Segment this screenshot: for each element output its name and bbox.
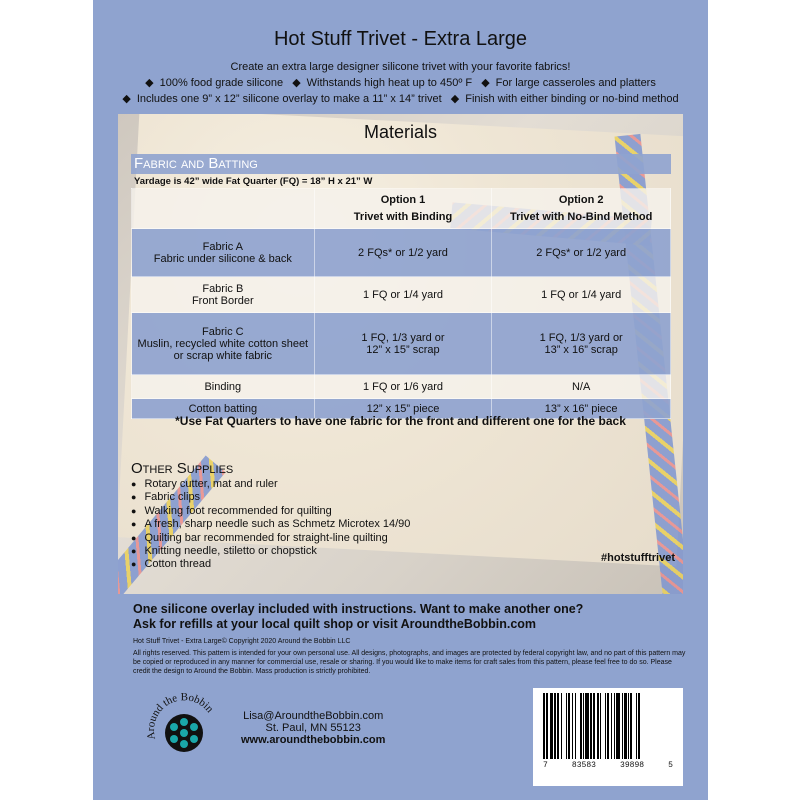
diamond-icon: ◆: [145, 77, 154, 89]
row-name: Fabric C: [202, 325, 244, 338]
cell-line: 1 FQ, 1/3 yard or: [539, 331, 623, 344]
feature-item: Withstands high heat up to 450º F: [306, 77, 473, 89]
copyright-title: Hot Stuff Trivet - Extra Large© Copyright 2020 Around the Bobbin LLC: [133, 638, 351, 645]
website-link[interactable]: www.aroundthebobbin.com: [241, 734, 386, 746]
row-label: [132, 277, 315, 313]
table-row: [132, 229, 671, 277]
list-item: ● Quilting bar recommended for straight-line quilting: [131, 532, 410, 545]
row-label: [132, 313, 315, 375]
header: [93, 28, 708, 107]
feature-row-1: [93, 75, 708, 91]
row-label: Cotton batting: [132, 399, 315, 419]
table-header-row: [132, 189, 671, 229]
list-item: ● Walking foot recommended for quilting: [131, 505, 410, 518]
hashtag: #hotstufftrivet: [601, 552, 675, 564]
other-supplies-heading: Other Supplies: [131, 460, 234, 477]
option1-cell: 12” x 15” piece: [314, 399, 492, 419]
barcode-digit-group: 39898: [620, 761, 645, 770]
logo-text: Around the Bobbin: [144, 691, 216, 741]
barcode-bars: [543, 693, 673, 759]
table-header-empty: [132, 189, 315, 229]
around-the-bobbin-logo: [141, 685, 227, 771]
feature-item: Includes one 9” x 12” silicone overlay to make a 11” x 14” trivet: [136, 93, 442, 105]
barcode-bar: [640, 693, 641, 759]
option1-title: Option 1: [380, 193, 426, 206]
pattern-back-cover: [93, 0, 708, 800]
copyright-block: [133, 637, 688, 676]
contact-info: [241, 710, 385, 746]
barcode-digits: [543, 761, 673, 770]
feature-item: Finish with either binding or no-bind method: [465, 93, 679, 105]
materials-table: [131, 188, 671, 419]
option1-cell: 1 FQ or 1/4 yard: [314, 277, 492, 313]
row-desc: Fabric under silicone & back: [153, 252, 292, 265]
cell-line: 1 FQ, 1/3 yard or: [361, 331, 445, 344]
materials-heading: Materials: [363, 122, 438, 142]
overlay-line: One silicone overlay included with instructions. Want to make another one?: [133, 602, 584, 616]
option2-cell: N/A: [492, 375, 671, 399]
fabric-batting-heading: Fabric and Batting: [131, 154, 671, 174]
list-item: ● A fresh, sharp needle such as Schmetz Microtex 14/90: [131, 518, 410, 531]
diamond-icon: ◆: [292, 77, 301, 89]
row-desc: Front Border: [191, 294, 254, 307]
trivet-photo: [118, 114, 683, 594]
option1-cell: 2 FQs* or 1/2 yard: [314, 229, 492, 277]
option2-title: Option 2: [558, 193, 604, 206]
option2-subtitle: Trivet with No-Bind Method: [509, 210, 653, 223]
diamond-icon: ◆: [481, 77, 490, 89]
supplies-list: [131, 478, 410, 572]
overlay-line: Ask for refills at your local quilt shop or visit AroundtheBobbin.com: [133, 617, 537, 631]
row-desc: Muslin, recycled white cotton sheet or scrap white fabric: [137, 337, 309, 362]
list-item: ● Cotton thread: [131, 558, 410, 571]
feature-item: 100% food grade silicone: [159, 77, 284, 89]
city-text: St. Paul, MN 55123: [265, 722, 361, 734]
option2-cell: 13” x 16” piece: [492, 399, 671, 419]
barcode-digit-group: 5: [668, 761, 673, 770]
cell-line: 13” x 16” scrap: [544, 343, 618, 356]
option1-cell: 1 FQ or 1/6 yard: [314, 375, 492, 399]
feature-row-2: [93, 91, 708, 107]
option2-cell: 1 FQ or 1/4 yard: [492, 277, 671, 313]
intro-text: Create an extra large designer silicone trivet with your favorite fabrics!: [230, 61, 571, 73]
yardage-note: Yardage is 42” wide Fat Quarter (FQ) = 18” H x 21” W: [134, 176, 373, 187]
table-row: [132, 375, 671, 399]
page-title: Hot Stuff Trivet - Extra Large: [273, 28, 528, 50]
row-label: [132, 229, 315, 277]
copyright-body: All rights reserved. This pattern is intended for your own personal use. All designs, photographs, and images are protected by federal copyright law, and no part of this pattern may be copied or reproduced in any manner for commercial use, resale or sharing. If you would like to make items for craft sales from this pattern, please feel free to do so. Please credit the design to Around the Bobbin. Mass production is strictly prohibited.: [133, 650, 686, 675]
table-row: [132, 313, 671, 375]
table-header-option2: [492, 189, 671, 229]
email-link[interactable]: Lisa@AroundtheBobbin.com: [243, 710, 384, 722]
diamond-icon: ◆: [122, 93, 131, 105]
cell-line: 12” x 15” scrap: [366, 343, 440, 356]
list-item: ● Fabric clips: [131, 491, 410, 504]
option2-cell: [492, 313, 671, 375]
row-name: Fabric A: [202, 240, 243, 253]
feature-item: For large casseroles and platters: [495, 77, 656, 89]
option2-cell: 2 FQs* or 1/2 yard: [492, 229, 671, 277]
barcode-digit-group: 83583: [571, 761, 596, 770]
barcode-digit-group: 7: [543, 761, 548, 770]
overlay-note: [133, 602, 583, 632]
list-item: ● Knitting needle, stiletto or chopstick: [131, 545, 410, 558]
option1-cell: [314, 313, 492, 375]
list-item: ● Rotary cutter, mat and ruler: [131, 478, 410, 491]
row-label: Binding: [132, 375, 315, 399]
barcode: [533, 688, 683, 786]
table-row: [132, 277, 671, 313]
diamond-icon: ◆: [450, 93, 460, 105]
fat-quarter-footnote: *Use Fat Quarters to have one fabric for the front and different one for the back: [175, 414, 626, 428]
table-header-option1: [314, 189, 492, 229]
row-name: Fabric B: [202, 282, 244, 295]
option1-subtitle: Trivet with Binding: [353, 210, 453, 223]
